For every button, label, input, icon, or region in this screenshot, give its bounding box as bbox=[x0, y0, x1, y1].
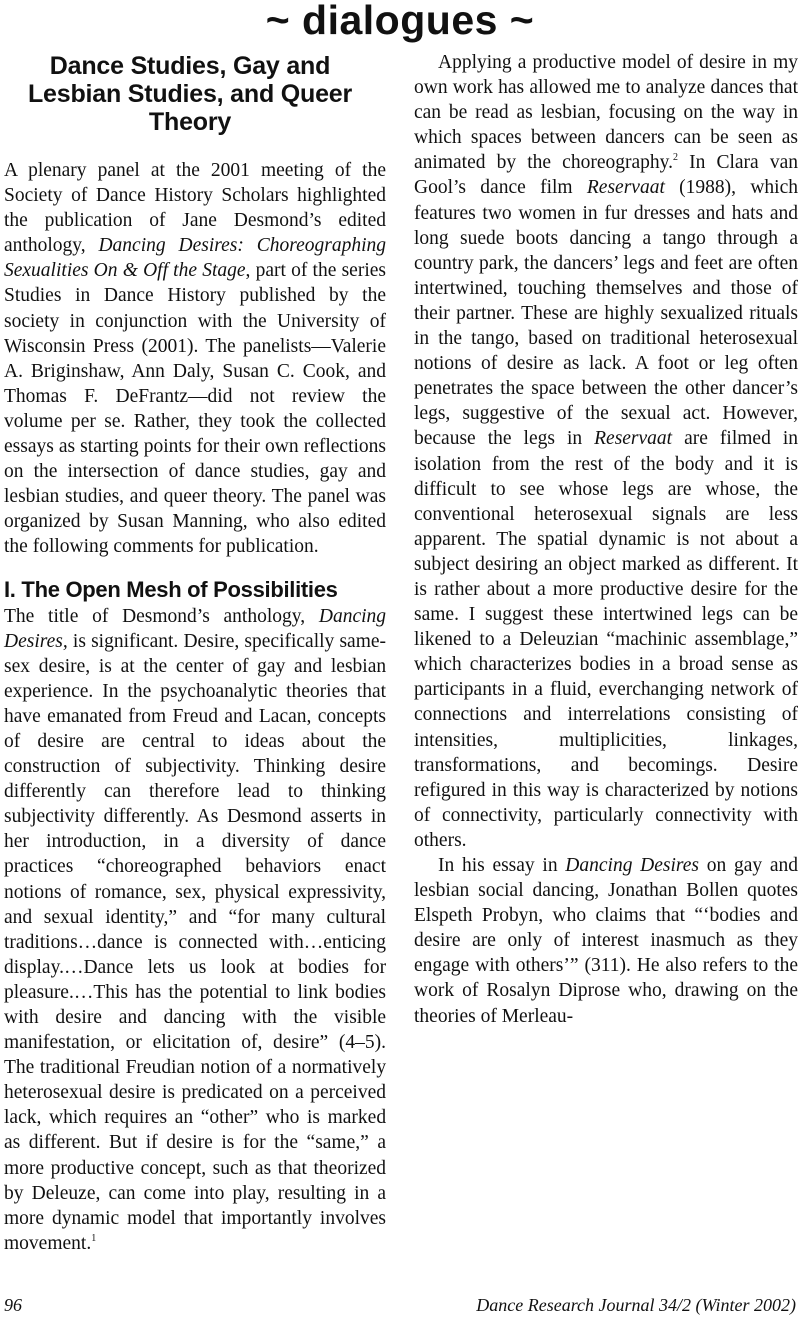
text-run: elicitation bbox=[152, 1032, 231, 1054]
text-run: by bbox=[4, 1182, 24, 1204]
text-run: sexual bbox=[43, 906, 94, 928]
text-run: visible bbox=[334, 1007, 387, 1028]
text-run: the bbox=[293, 1007, 318, 1028]
text-run: theories bbox=[286, 680, 348, 702]
text-run: Desire, bbox=[183, 630, 240, 652]
text-run: traditional bbox=[39, 1057, 121, 1079]
text-run: behaviors bbox=[245, 856, 322, 878]
italic-text: Reservaat bbox=[586, 177, 665, 199]
text-run: has bbox=[135, 981, 162, 1003]
text-run: model bbox=[127, 1207, 176, 1229]
text-run: to bbox=[275, 981, 291, 1003]
text-run: The bbox=[4, 605, 35, 627]
text-run: Desmond’s bbox=[122, 605, 210, 627]
text-run: the bbox=[143, 655, 168, 677]
text-run: the bbox=[127, 680, 152, 702]
text-run: dance bbox=[340, 831, 387, 853]
text-run: is bbox=[306, 1107, 320, 1129]
text-run: that bbox=[356, 680, 387, 702]
text-run: “choreographed bbox=[97, 856, 222, 878]
intro-paragraph bbox=[4, 158, 386, 560]
text-run: more bbox=[4, 1207, 45, 1229]
italic-text: Reservaat bbox=[594, 428, 673, 450]
text-run: lead bbox=[237, 781, 270, 803]
text-run: differently bbox=[4, 781, 86, 803]
text-run: introduction, bbox=[46, 831, 147, 853]
text-run: are bbox=[101, 730, 125, 752]
text-run: and bbox=[118, 1007, 147, 1028]
text-run: desire bbox=[37, 730, 84, 752]
text-run: Deleuze, bbox=[31, 1182, 101, 1204]
text-run: the bbox=[274, 1132, 298, 1154]
text-run: diversity bbox=[221, 831, 290, 853]
text-run: connected bbox=[178, 931, 258, 953]
text-run: is bbox=[98, 655, 112, 677]
text-run: “same,” bbox=[306, 1132, 369, 1154]
text-run: are filmed in isolation from the rest of the body and it is difficult to see whose legs are whose, the conventional heterosexual signals are less apparent. The spatial dynamic is not about a subject desiring an object marked as different. It is rather about a more productive desire for the same. I suggest these intertwined legs can be likened to a Deleuzian “machinic assemblage,” which characterizes bodies in a broad sense as participants in a fluid, everchanging network of connections and interrelations consisting of intensities, multiplicities, linkages, transformations, and becomings. Desire refigured in this way is characterized by notions of connectivity, particularly connectivity with others. bbox=[414, 428, 798, 851]
text-run: to bbox=[287, 781, 304, 803]
text-run: about bbox=[301, 730, 346, 752]
text-run: a bbox=[295, 1082, 304, 1104]
text-run: Desmond bbox=[226, 806, 302, 828]
text-run: dancing bbox=[163, 1007, 226, 1028]
text-run: “for bbox=[228, 906, 260, 928]
text-run: is bbox=[154, 931, 168, 953]
text-run: As bbox=[196, 806, 219, 828]
text-run: of bbox=[114, 756, 131, 778]
text-run: resulting bbox=[277, 1182, 346, 1204]
article-title: Dance Studies, Gay and Lesbian Studies, and Queer Theory bbox=[27, 52, 353, 136]
text-run: and bbox=[224, 705, 253, 727]
text-run: desire bbox=[339, 756, 387, 778]
text-run: concept, bbox=[140, 1157, 207, 1179]
text-run: display.…Dance bbox=[4, 956, 134, 978]
text-run: theorized bbox=[313, 1157, 387, 1179]
italic-text: Dancing bbox=[318, 605, 387, 627]
text-run: specifically bbox=[244, 630, 335, 652]
italic-text: Dancing Desires bbox=[565, 855, 700, 876]
text-run: “other” bbox=[200, 1107, 259, 1129]
text-run: lesbian bbox=[330, 655, 387, 677]
text-run: pleasure.…This bbox=[4, 981, 129, 1003]
text-run: can bbox=[108, 1182, 136, 1204]
text-run: gay bbox=[257, 655, 286, 677]
text-run: on bbox=[269, 1082, 289, 1104]
text-run: us bbox=[189, 956, 207, 978]
text-run: emanated bbox=[47, 705, 122, 727]
text-run: manifestation, bbox=[4, 1032, 116, 1054]
footnote-marker: 1 bbox=[91, 1232, 97, 1244]
text-run: dynamic bbox=[52, 1207, 120, 1229]
page-header: ~ dialogues ~ bbox=[265, 0, 535, 43]
text-run: Thinking bbox=[253, 756, 326, 778]
text-run: come bbox=[143, 1182, 186, 1204]
body-paragraph-3 bbox=[414, 853, 798, 1029]
text-run: psychoanalytic bbox=[160, 680, 278, 702]
text-run: thinking bbox=[321, 781, 387, 803]
text-run: perceived bbox=[310, 1082, 386, 1104]
text-run: lack, bbox=[4, 1107, 42, 1129]
text-run: link bbox=[297, 981, 328, 1003]
text-run: (1988), which features two women in fur dresses and hats and long suede boots dancing a tango through a country park, the dancers’ legs and feet are often intertwined, touching themselves and those of their partner. These are highly sexualized rituals in the tango, based on traditional heterosexual notions of desire as lack. A foot or leg often penetrates the space between the other dancer’s legs, suggestive of the sexual act. However, because the legs in bbox=[414, 177, 798, 450]
text-run: a bbox=[377, 1132, 387, 1154]
text-run: desire bbox=[109, 1082, 156, 1104]
text-run: desire” bbox=[273, 1032, 329, 1054]
text-run: of bbox=[4, 730, 21, 752]
text-run: importantly bbox=[220, 1207, 312, 1229]
text-run: center bbox=[175, 655, 224, 677]
text-run: , part of the series Studies in Dance History published by the society in conjunction with the University of Wisconsin Press (2001). The panelists—Valerie A. Briginshaw, Ann Daly, Susan C. Cook, and Thomas F. DeFrantz—did not review the volume per se. Rather, they took the collected essays as starting points for their own reflections on the intersection of dance studies, gay and lesbian studies, and queer theory. The panel was organized by Susan Manning, who also edited the following comments for publication. bbox=[4, 260, 386, 558]
text-run: Freud bbox=[172, 705, 219, 727]
text-run: which bbox=[48, 1107, 97, 1129]
left-column bbox=[4, 50, 386, 1256]
text-run: a bbox=[277, 1057, 287, 1079]
text-run: look bbox=[220, 956, 256, 978]
text-run: productive bbox=[50, 1157, 135, 1179]
text-run: practices bbox=[4, 856, 74, 878]
text-run: But bbox=[109, 1132, 138, 1154]
italic-text: Desires, bbox=[4, 630, 68, 652]
text-run: many bbox=[271, 906, 315, 928]
text-run: or bbox=[125, 1032, 142, 1054]
text-run: In Clara van Gool’s dance film bbox=[414, 152, 798, 199]
text-run: if bbox=[145, 1132, 158, 1154]
text-run: a bbox=[195, 831, 205, 853]
text-run: notion bbox=[200, 1057, 251, 1079]
page-footer bbox=[0, 1293, 800, 1317]
text-run: In bbox=[102, 680, 119, 702]
text-run: play, bbox=[232, 1182, 270, 1204]
text-run: identity,” bbox=[105, 906, 178, 928]
right-column bbox=[414, 50, 798, 1029]
text-run: physical bbox=[214, 881, 280, 903]
text-run: traditions…dance bbox=[4, 931, 143, 953]
text-run: for bbox=[363, 956, 387, 978]
text-run: such bbox=[212, 1157, 249, 1179]
text-run: potential bbox=[199, 981, 268, 1003]
text-run: that bbox=[277, 1157, 307, 1179]
text-run: the bbox=[362, 730, 387, 752]
text-run: of bbox=[255, 1057, 273, 1079]
text-run: Applying a productive model of desire in my own work has allowed me to analyze dances that can be read as lesbian, focusing on the way in which spaces between dancers can be seen as animated by the choreography. bbox=[414, 52, 798, 174]
text-run: marked bbox=[327, 1107, 387, 1129]
text-run: differently. bbox=[103, 806, 190, 828]
body-paragraph-1 bbox=[4, 604, 386, 1256]
text-run: that bbox=[183, 1207, 214, 1229]
text-run: movement. bbox=[4, 1232, 92, 1254]
text-run: different. bbox=[28, 1132, 101, 1154]
text-run: who bbox=[265, 1107, 300, 1129]
text-run: at bbox=[120, 655, 135, 677]
text-run: significant. bbox=[91, 630, 179, 652]
text-run: can bbox=[103, 781, 132, 803]
text-run: with bbox=[4, 1007, 39, 1028]
text-run: therefore bbox=[149, 781, 220, 803]
text-run: expressivity, bbox=[288, 881, 387, 903]
text-run: title bbox=[48, 605, 79, 627]
footnote-marker: 2 bbox=[672, 152, 678, 164]
text-run: and bbox=[294, 655, 323, 677]
text-run: her bbox=[4, 831, 29, 853]
text-run: have bbox=[4, 705, 41, 727]
journal-citation: Dance Research Journal 34/2 (Winter 2002) bbox=[476, 1295, 796, 1315]
text-run: desire bbox=[166, 1132, 213, 1154]
text-run: romance, bbox=[94, 881, 167, 903]
text-run: Lacan, bbox=[258, 705, 312, 727]
text-run: of bbox=[69, 881, 87, 903]
text-run: sex, bbox=[175, 881, 207, 903]
text-run: and bbox=[4, 906, 33, 928]
text-run: is bbox=[162, 1082, 176, 1104]
text-run: at bbox=[269, 956, 284, 978]
text-run: desire, bbox=[38, 655, 91, 677]
text-run: into bbox=[193, 1182, 225, 1204]
text-run: central bbox=[142, 730, 196, 752]
text-run: as bbox=[4, 1132, 21, 1154]
text-run: with bbox=[242, 1007, 277, 1028]
text-run: predicated bbox=[181, 1082, 263, 1104]
text-run: with…enticing bbox=[269, 931, 387, 953]
text-run: and bbox=[188, 906, 217, 928]
text-run: lets bbox=[147, 956, 175, 978]
text-run: enact bbox=[344, 856, 387, 878]
text-run: construction bbox=[4, 756, 101, 778]
text-run: in bbox=[354, 1182, 370, 1204]
text-run: subjectivity. bbox=[145, 756, 240, 778]
italic-text: Dancing Desires: Choreographing Sexualities On & Off the Stage bbox=[4, 235, 386, 282]
text-run: is bbox=[221, 1132, 235, 1154]
text-run: in bbox=[163, 831, 179, 853]
text-run: notions bbox=[4, 881, 62, 903]
text-run: experience. bbox=[4, 680, 94, 702]
text-run: the bbox=[168, 981, 193, 1003]
text-run: normatively bbox=[291, 1057, 387, 1079]
text-run: a bbox=[377, 1182, 387, 1204]
text-run: of bbox=[92, 605, 109, 627]
text-run: from bbox=[128, 705, 167, 727]
text-run: ideas bbox=[244, 730, 285, 752]
text-run: bodies bbox=[298, 956, 349, 978]
text-run: an bbox=[174, 1107, 194, 1129]
text-run: of bbox=[307, 831, 324, 853]
text-run: anthology, bbox=[223, 605, 306, 627]
text-run: (4–5). bbox=[338, 1032, 386, 1054]
section-heading: I. The Open Mesh of Possibilities bbox=[4, 576, 338, 602]
text-run: subjectivity bbox=[4, 806, 95, 828]
text-run: of, bbox=[241, 1032, 263, 1054]
text-run: asserts bbox=[310, 806, 363, 828]
text-run: concepts bbox=[317, 705, 386, 727]
text-run: more bbox=[4, 1157, 45, 1179]
text-run: involves bbox=[319, 1207, 387, 1229]
text-run: in bbox=[370, 806, 387, 828]
text-run: of bbox=[232, 655, 249, 677]
text-run: cultural bbox=[326, 906, 387, 928]
text-run: to bbox=[212, 730, 228, 752]
text-run: In his essay in bbox=[438, 855, 566, 876]
text-run: requires bbox=[104, 1107, 168, 1129]
page-number: 96 bbox=[4, 1295, 22, 1315]
text-run: for bbox=[242, 1132, 266, 1154]
text-run: as bbox=[254, 1157, 272, 1179]
body-paragraph-2 bbox=[414, 50, 798, 853]
text-run: A plenary panel at the 2001 meeting of the Society of Dance History Scholars highlighted the publication of Jane Desmond’s edited anthology, bbox=[4, 160, 386, 257]
text-run: Freudian bbox=[125, 1057, 195, 1079]
text-run: heterosexual bbox=[4, 1082, 103, 1104]
text-run: is bbox=[72, 630, 86, 652]
text-run: desire bbox=[55, 1007, 102, 1028]
text-run: same-sex bbox=[4, 630, 387, 677]
text-run: on gay and lesbian social dancing, Jonathan Bollen quotes Elspeth Probyn, who claims that “‘bodies and desire are only of interest inasmuch as they engage with others’” (311). He also refers to the work of Rosalyn Diprose who, drawing on the theories of Merleau- bbox=[414, 855, 799, 1027]
text-run: The bbox=[4, 1057, 35, 1079]
text-run: bodies bbox=[335, 981, 387, 1003]
